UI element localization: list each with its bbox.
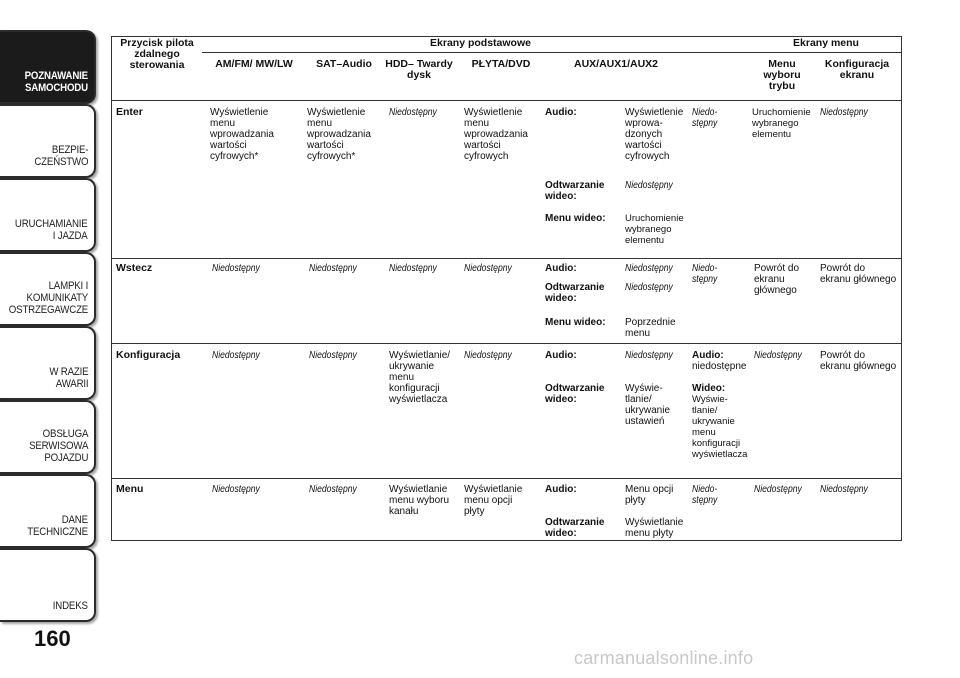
cell-menu-config: Niedostępny xyxy=(820,484,868,495)
cell-enter-hdd: Niedostępny xyxy=(389,107,437,118)
cell-menu-dvd: Wyświetlanie menu opcji płyty xyxy=(464,484,523,517)
header-hdd: HDD– Twardy dysk xyxy=(385,58,453,81)
cell-back-aux-audio-value: Niedostępny xyxy=(625,263,673,274)
tab-label: LAMPKI I KOMUNIKATY OSTRZEGAWCZE xyxy=(8,280,88,316)
cell-enter-dvd: Wyświetlenie menu wprowadzania wartości cyfrowych xyxy=(464,107,528,162)
cell-back-aux-video-label: Odtwarzanie wideo: xyxy=(545,282,605,304)
row-label-enter: Enter xyxy=(116,106,143,118)
tab-lampki-i-komunikaty[interactable] xyxy=(0,252,96,326)
cell-menu-hdd: Wyświetlanie menu wyboru kanału xyxy=(389,484,450,517)
tab-label: BEZPIE- CZEŃSTWO xyxy=(34,144,88,168)
cell-menu-am: Niedostępny xyxy=(212,484,260,495)
cell-back-aux-video-value: Niedostępny xyxy=(625,282,673,293)
header-remote-button: Przycisk pilota zdalnego sterowania xyxy=(120,37,194,71)
row-label-menu: Menu xyxy=(116,483,144,495)
cell-config-aux-video-value: Wyświe- tlanie/ ukrywanie ustawień xyxy=(625,383,671,427)
header-sat-audio: SAT–Audio xyxy=(316,58,372,70)
tab-label: URUCHAMIANIE I JAZDA xyxy=(15,218,88,242)
header-am-fm: AM/FM/ MW/LW xyxy=(215,58,293,70)
cell-config-am: Niedostępny xyxy=(212,350,260,361)
header-basic-screens: Ekrany podstawowe xyxy=(430,37,531,49)
cell-menu-extra: Niedo- stępny xyxy=(692,484,718,506)
row-label-back: Wstecz xyxy=(116,262,153,274)
cell-config-aux-video-label: Odtwarzanie wideo: xyxy=(545,383,605,405)
cell-enter-aux-menu-label: Menu wideo: xyxy=(545,213,606,224)
cell-config-extra-video-label: Wideo: xyxy=(692,383,726,394)
cell-enter-aux-audio-label: Audio: xyxy=(545,107,577,118)
cell-config-extra-video-value: Wyświe- tlanie/ ukrywanie menu konfiguracji wyświetlacza xyxy=(692,394,748,460)
header-menu-mode: Menu wyboru trybu xyxy=(763,58,801,92)
tab-uruchamianie-i-jazda[interactable] xyxy=(0,178,96,252)
tab-label: INDEKS xyxy=(53,600,88,612)
cell-enter-aux-menu-value: Uruchomienie wybranego elementu xyxy=(625,213,684,246)
row-divider xyxy=(112,100,901,101)
tab-label: POZNAWANIE SAMOCHODU xyxy=(24,70,89,94)
tab-indeks[interactable] xyxy=(0,548,96,622)
row-divider xyxy=(112,478,901,479)
cell-back-menu-mode: Powrót do ekranu głównego xyxy=(754,263,800,296)
cell-config-sat: Niedostępny xyxy=(309,350,357,361)
cell-back-am: Niedostępny xyxy=(212,263,260,274)
cell-config-aux-audio-value: Niedostępny xyxy=(625,350,673,361)
tab-w-razie-awarii[interactable] xyxy=(0,326,96,400)
cell-menu-aux-audio-value: Menu opcji płyty xyxy=(625,484,674,506)
tab-poznawanie-samochodu[interactable] xyxy=(0,30,96,104)
cell-menu-menu-mode: Niedostępny xyxy=(754,484,802,495)
tab-obsluga-serwisowa[interactable] xyxy=(0,400,96,474)
cell-enter-config: Niedostępny xyxy=(820,107,868,118)
tab-dane-techniczne[interactable] xyxy=(0,474,96,548)
header-divider xyxy=(202,52,901,53)
cell-config-aux-audio-label: Audio: xyxy=(545,350,577,361)
cell-config-config: Powrót do ekranu głównego xyxy=(820,350,897,372)
tab-label: DANE TECHNICZNE xyxy=(27,514,88,538)
cell-enter-aux-audio-value: Wyświetlenie wprowa- dzonych wartości cyfrowych xyxy=(625,107,684,162)
cell-back-config: Powrót do ekranu głównego xyxy=(820,263,897,285)
header-menu-screens: Ekrany menu xyxy=(793,37,859,49)
cell-menu-sat: Niedostępny xyxy=(309,484,357,495)
row-divider xyxy=(112,343,901,344)
cell-back-dvd: Niedostępny xyxy=(464,263,512,274)
tab-bezpieczenstwo[interactable] xyxy=(0,104,96,178)
cell-enter-extra: Niedo- stępny xyxy=(692,107,718,129)
header-aux: AUX/AUX1/AUX2 xyxy=(573,58,659,70)
cell-enter-sat: Wyświetlenie menu wprowadzania wartości cyfrowych* xyxy=(307,107,371,162)
header-dvd: PŁYTA/DVD xyxy=(471,58,531,70)
row-label-config: Konfiguracja xyxy=(116,349,181,361)
cell-menu-aux-audio-label: Audio: xyxy=(545,484,577,495)
page-number: 160 xyxy=(34,626,71,651)
watermark: carmanualsonline.info xyxy=(574,648,754,668)
row-divider xyxy=(112,258,901,259)
cell-config-extra-audio-value: niedostępne xyxy=(692,361,747,372)
cell-back-aux-audio-label: Audio: xyxy=(545,263,577,274)
tab-label: W RAZIE AWARII xyxy=(48,366,88,390)
cell-menu-aux-video-label: Odtwarzanie wideo: xyxy=(545,517,605,539)
cell-enter-aux-video-label: Odtwarzanie wideo: xyxy=(545,180,605,202)
cell-enter-aux-video-value: Niedostępny xyxy=(625,180,673,191)
cell-back-aux-menu-value: Poprzednie menu xyxy=(625,317,676,339)
cell-back-aux-menu-label: Menu wideo: xyxy=(545,317,606,328)
cell-config-dvd: Niedostępny xyxy=(464,350,512,361)
cell-menu-aux-video-value: Wyświetlanie menu płyty xyxy=(625,517,684,539)
cell-enter-menu-mode: Uruchomienie wybranego elementu xyxy=(752,107,811,140)
cell-enter-am: Wyświetlenie menu wprowadzania wartości cyfrowych* xyxy=(210,107,274,162)
remote-buttons-table xyxy=(111,36,902,541)
cell-config-hdd: Wyświetlanie/ ukrywanie menu konfiguracji wyświetlacza xyxy=(389,350,451,405)
cell-config-menu-mode: Niedostępny xyxy=(754,350,802,361)
cell-back-hdd: Niedostępny xyxy=(389,263,437,274)
tab-label: OBSŁUGA SERWISOWA POJAZDU xyxy=(28,428,88,464)
header-config: Konfiguracja ekranu xyxy=(824,58,890,81)
cell-config-extra-audio-label: Audio: xyxy=(692,350,724,361)
cell-back-extra: Niedo- stępny xyxy=(692,263,718,285)
cell-back-sat: Niedostępny xyxy=(309,263,357,274)
